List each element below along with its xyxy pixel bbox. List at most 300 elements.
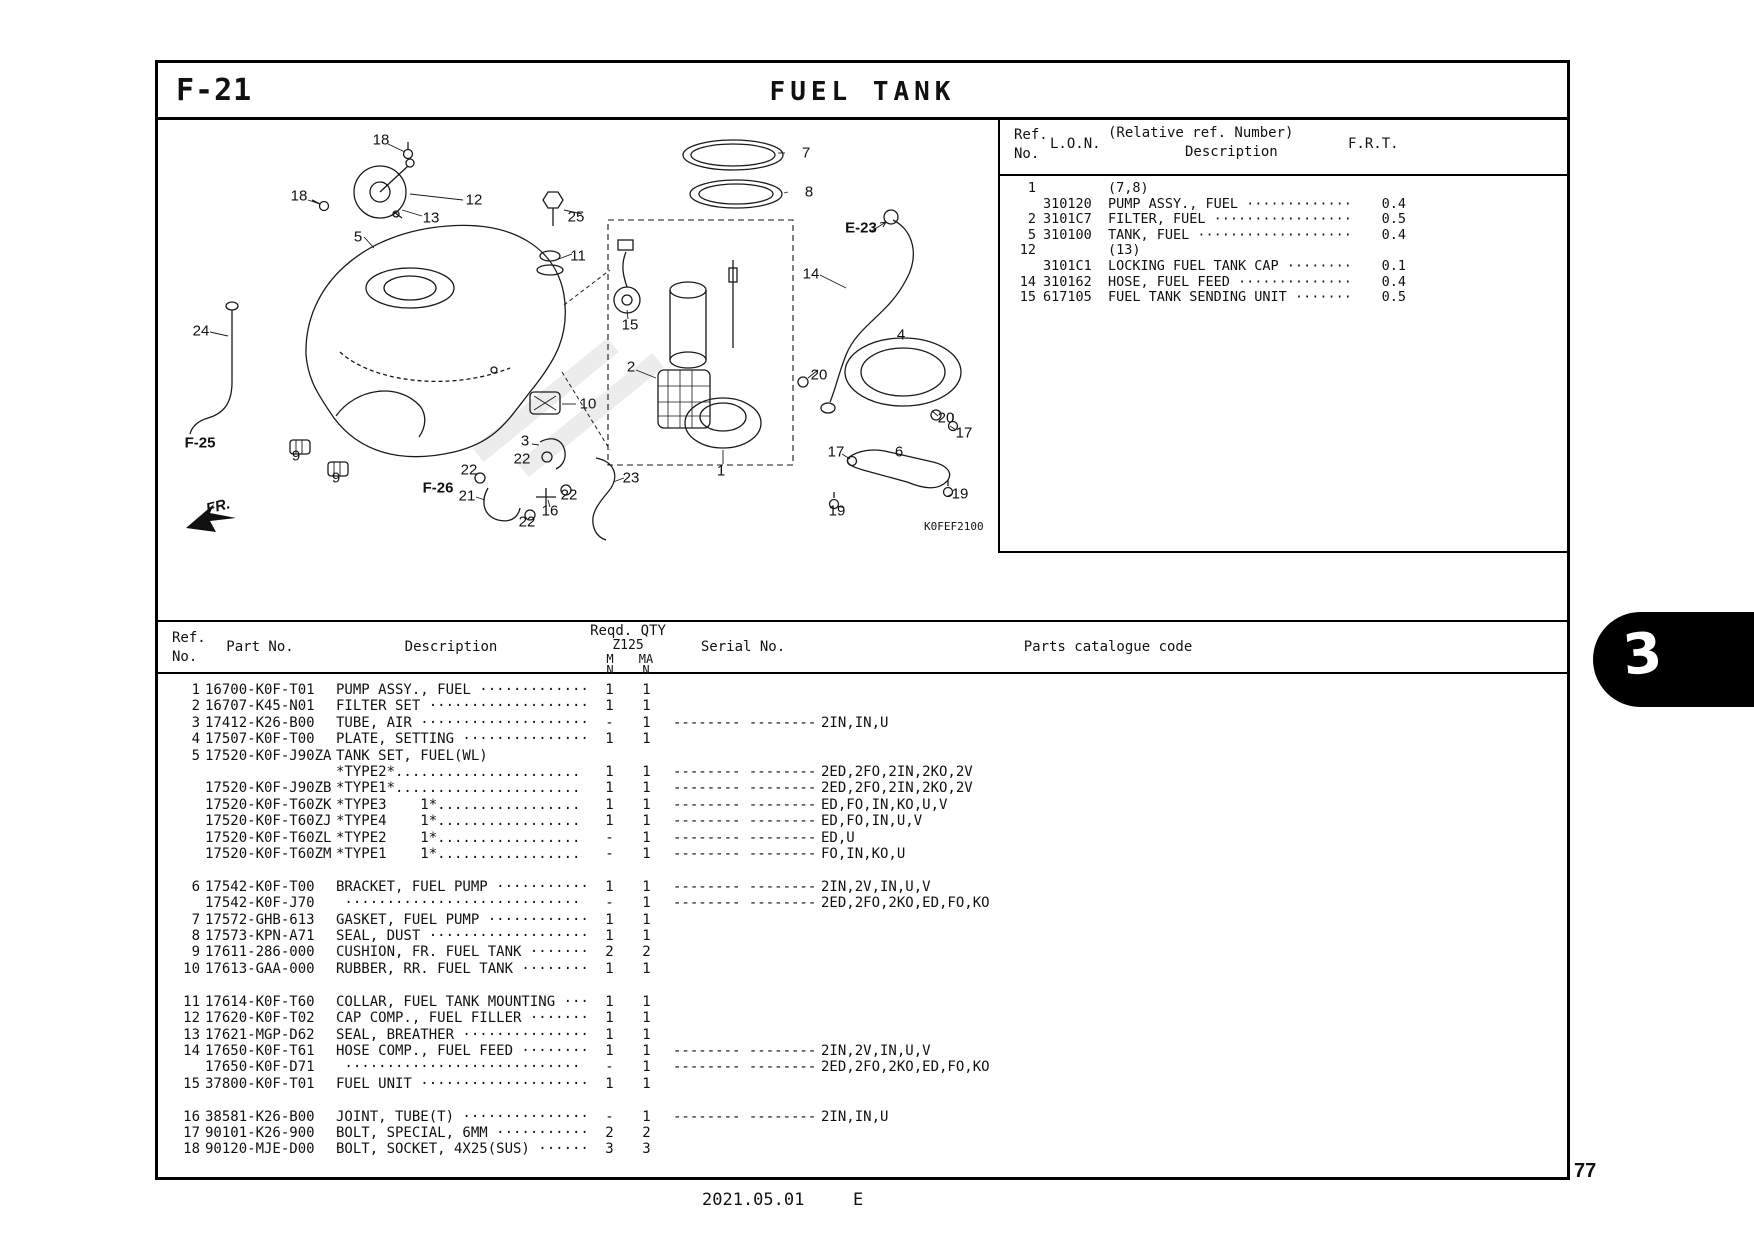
cell-qty-m: 3	[605, 1141, 614, 1158]
ref-table-row	[1000, 243, 1567, 259]
parts-table-row	[158, 1125, 1567, 1141]
cell-catalogue-codes	[821, 731, 1567, 747]
cell-ref-no: 3	[191, 714, 200, 731]
relative-ref-table-body	[1000, 176, 1567, 306]
col-model: Z125	[612, 638, 644, 653]
cell-qty-ma: 2	[642, 1124, 651, 1141]
cell-part-no: 17650-K0F-D71	[205, 1059, 315, 1076]
cell-catalogue-codes: 2ED,2FO,2KO,ED,FO,KO	[821, 895, 990, 912]
parts-table-row	[158, 961, 1567, 977]
diagram-callout: 16	[541, 502, 559, 520]
cell-ref-no: 9	[191, 944, 200, 961]
cell-serial-no: -------- --------	[673, 846, 817, 863]
cell-description: (7,8)	[1108, 180, 1149, 196]
cell-part-no: 17520-K0F-J90ZB	[205, 780, 332, 797]
col-frt: F.R.T.	[1348, 136, 1399, 152]
cell-ref-no	[158, 830, 205, 846]
cell-ref-no: 1	[1027, 180, 1036, 196]
diagram-callout: 13	[422, 209, 440, 227]
cell-description: TANK SET, FUEL(WL)	[336, 747, 488, 764]
cell-catalogue-codes	[821, 1141, 1567, 1157]
cell-lon	[1036, 243, 1102, 259]
upper-section	[158, 120, 1567, 620]
cell-catalogue-codes: 2ED,2FO,2KO,ED,FO,KO	[821, 1059, 990, 1076]
cell-qty-m: 2	[605, 1124, 614, 1141]
parts-table-body	[158, 674, 1567, 1158]
title-bar	[158, 63, 1567, 120]
cell-catalogue-codes: ED,FO,IN,U,V	[821, 813, 923, 830]
cell-serial-no: -------- --------	[673, 878, 817, 895]
col-description: Description	[404, 639, 498, 655]
page-section-code: F-21	[176, 73, 253, 108]
cell-serial-no	[673, 961, 821, 977]
cell-qty-m: -	[605, 1108, 614, 1125]
diagram-callout: F-26	[422, 479, 454, 497]
cell-qty-m: -	[605, 1059, 614, 1076]
cell-qty-ma: 1	[642, 928, 651, 945]
diagram-callout: 22	[460, 461, 478, 479]
cell-ref-no	[1000, 197, 1036, 213]
cell-catalogue-codes	[821, 1027, 1567, 1043]
diagram-callout: 19	[951, 485, 969, 503]
cell-qty-ma: 1	[642, 960, 651, 977]
cell-frt	[1354, 181, 1406, 197]
cell-catalogue-codes	[821, 682, 1567, 698]
cell-qty-m: -	[605, 895, 614, 912]
cell-serial-no	[673, 944, 821, 960]
cell-ref-no: 15	[183, 1075, 200, 1092]
diagram-callout: 23	[622, 469, 640, 487]
footer-revision: E	[853, 1190, 864, 1210]
cell-gap	[665, 944, 673, 960]
relative-ref-table	[998, 120, 1567, 553]
cell-gap	[665, 994, 673, 1010]
cell-qty-ma: 1	[642, 878, 651, 895]
cell-qty-ma: 1	[642, 813, 651, 830]
cell-gap	[665, 1141, 673, 1157]
diagram-callout: 10	[579, 395, 597, 413]
cell-gap	[665, 682, 673, 698]
cell-frt: 0.1	[1381, 257, 1406, 274]
parts-table-row	[158, 682, 1567, 698]
cell-part-no: 17542-K0F-J70	[205, 895, 315, 912]
cell-part-no: 17572-GHB-613	[205, 911, 315, 928]
cell-lon: 310120	[1043, 195, 1092, 212]
cell-lon: 617105	[1043, 289, 1092, 306]
cell-gap	[665, 912, 673, 928]
cell-ref-no: 4	[191, 731, 200, 748]
diagram-callout: 4	[896, 326, 906, 344]
cell-description: *TYPE1 1*.................	[336, 846, 581, 863]
parts-table-row	[158, 715, 1567, 731]
cell-gap	[665, 830, 673, 846]
cell-qty-ma	[628, 748, 665, 764]
cell-frt	[1354, 243, 1406, 259]
cell-part-no: 17620-K0F-T02	[205, 1010, 315, 1027]
cell-description: CAP COMP., FUEL FILLER ·······	[336, 1010, 589, 1027]
cell-qty-m: 1	[605, 698, 614, 715]
cell-description: CUSHION, FR. FUEL TANK ·······	[336, 944, 589, 961]
parts-table-row	[158, 1059, 1567, 1075]
diagram-callout: 18	[290, 187, 308, 205]
cell-serial-no: -------- --------	[673, 813, 817, 830]
cell-gap	[665, 764, 673, 780]
col-parts-catalogue-code: Parts catalogue code	[1023, 639, 1193, 655]
cell-catalogue-codes	[821, 698, 1567, 714]
cell-qty-m: 1	[605, 993, 614, 1010]
cell-description: PUMP ASSY., FUEL ·············	[336, 682, 589, 698]
cell-qty-m: 1	[605, 1042, 614, 1059]
cell-description: BRACKET, FUEL PUMP ···········	[336, 878, 589, 895]
ref-table-row	[1000, 181, 1567, 197]
cell-qty-ma: 1	[642, 895, 651, 912]
cell-gap	[665, 879, 673, 895]
diagram-callout: 14	[802, 265, 820, 283]
relative-ref-table-header	[1000, 120, 1567, 176]
cell-serial-no	[673, 1027, 821, 1043]
cell-serial-no	[673, 994, 821, 1010]
cell-ref-no	[158, 764, 205, 780]
parts-table-row	[158, 895, 1567, 911]
cell-lon: 310100	[1043, 226, 1092, 243]
diagram-callout: 24	[192, 322, 210, 340]
parts-table-row	[158, 1141, 1567, 1157]
chapter-tab	[1593, 612, 1754, 707]
ref-table-row	[1000, 290, 1567, 306]
cell-qty-ma: 1	[642, 764, 651, 781]
table-spacer-row	[158, 862, 1567, 878]
cell-serial-no	[673, 1125, 821, 1141]
parts-table-row	[158, 830, 1567, 846]
cell-ref-no: 12	[1019, 242, 1036, 259]
diagram-callout: 22	[518, 513, 536, 531]
diagram-callout: 17	[955, 424, 973, 442]
cell-description: SEAL, BREATHER ···············	[336, 1026, 589, 1043]
cell-serial-no	[673, 912, 821, 928]
col-serial-no: Serial No.	[700, 639, 786, 655]
cell-qty-m: 1	[605, 731, 614, 748]
cell-description: PLATE, SETTING ···············	[336, 731, 589, 748]
cell-qty-m: 1	[605, 1026, 614, 1043]
cell-part-no: 17412-K26-B00	[205, 714, 315, 731]
cell-description: COLLAR, FUEL TANK MOUNTING ···	[336, 993, 589, 1010]
cell-gap	[665, 846, 673, 862]
cell-gap	[665, 1076, 673, 1092]
cell-qty-m: 1	[605, 960, 614, 977]
cell-ref-no: 1	[191, 682, 200, 698]
cell-serial-no: -------- --------	[673, 1059, 817, 1076]
col-reqd-qty: Reqd. QTY	[590, 623, 666, 639]
cell-ref-no: 14	[1019, 273, 1036, 290]
cell-gap	[665, 1109, 673, 1125]
cell-ref-no	[158, 797, 205, 813]
cell-ref-no: 2	[191, 698, 200, 715]
cell-catalogue-codes	[821, 912, 1567, 928]
cell-description: FUEL UNIT ····················	[336, 1075, 589, 1092]
cell-description: LOCKING FUEL TANK CAP ········	[1108, 257, 1352, 274]
cell-part-no: 17613-GAA-000	[205, 960, 315, 977]
cell-ref-no: 5	[1027, 226, 1036, 243]
diagram-callout: 17	[827, 443, 845, 461]
diagram-artwork	[158, 120, 998, 620]
parts-table-row	[158, 994, 1567, 1010]
cell-description: PUMP ASSY., FUEL ·············	[1108, 195, 1352, 212]
cell-gap	[665, 928, 673, 944]
cell-qty-m: -	[605, 846, 614, 863]
cell-lon: 3101C7	[1043, 211, 1092, 228]
cell-qty-ma: 1	[642, 993, 651, 1010]
diagram-callout: 6	[894, 443, 904, 461]
diagram-callout: 25	[567, 208, 585, 226]
cell-qty-ma: 1	[642, 911, 651, 928]
cell-ref-no: 5	[191, 747, 200, 764]
cell-gap	[665, 961, 673, 977]
cell-serial-no	[673, 731, 821, 747]
cell-qty-ma: 1	[642, 780, 651, 797]
cell-catalogue-codes	[821, 1076, 1567, 1092]
cell-catalogue-codes: 2ED,2FO,2IN,2KO,2V	[821, 780, 973, 797]
parts-table-row	[158, 879, 1567, 895]
cell-qty-ma: 1	[642, 1010, 651, 1027]
cell-qty-ma: 1	[642, 731, 651, 748]
cell-catalogue-codes: 2IN,IN,U	[821, 714, 889, 731]
cell-gap	[665, 715, 673, 731]
cell-serial-no: -------- --------	[673, 714, 817, 731]
cell-qty-m: 1	[605, 682, 614, 698]
cell-catalogue-codes	[821, 748, 1567, 764]
cell-qty-m: 1	[605, 928, 614, 945]
cell-qty-m: 1	[605, 780, 614, 797]
parts-table-row	[158, 1043, 1567, 1059]
diagram-callout: 22	[513, 450, 531, 468]
parts-table-row	[158, 698, 1567, 714]
cell-ref-no: 12	[183, 1010, 200, 1027]
cell-serial-no: -------- --------	[673, 895, 817, 912]
parts-table-row	[158, 912, 1567, 928]
parts-table-row	[158, 731, 1567, 747]
cell-gap	[665, 780, 673, 796]
cell-serial-no	[673, 698, 821, 714]
parts-table-row	[158, 928, 1567, 944]
cell-description: FUEL TANK SENDING UNIT ·······	[1108, 289, 1352, 306]
ref-table-row	[1000, 212, 1567, 228]
cell-ref-no	[1000, 259, 1036, 275]
parts-table-row	[158, 813, 1567, 829]
col-ref-2: No.	[172, 649, 198, 665]
cell-qty-ma: 1	[642, 829, 651, 846]
parts-table-row	[158, 1076, 1567, 1092]
cell-gap	[665, 797, 673, 813]
content-frame	[155, 60, 1570, 1180]
cell-frt: 0.5	[1381, 211, 1406, 228]
cell-description: GASKET, FUEL PUMP ············	[336, 911, 589, 928]
cell-ref-no: 8	[191, 928, 200, 945]
cell-frt: 0.5	[1381, 289, 1406, 306]
cell-qty-ma: 1	[642, 846, 651, 863]
cell-part-no: 17520-K0F-T60ZK	[205, 796, 332, 813]
cell-gap	[665, 1059, 673, 1075]
cell-ref-no: 16	[183, 1108, 200, 1125]
cell-catalogue-codes	[821, 944, 1567, 960]
cell-qty-m: 2	[605, 944, 614, 961]
cell-gap	[665, 748, 673, 764]
cell-qty-ma: 1	[642, 796, 651, 813]
exploded-parts-diagram	[158, 120, 998, 620]
cell-gap	[665, 1027, 673, 1043]
cell-part-no: 17542-K0F-T00	[205, 878, 315, 895]
diagram-callout: 12	[465, 191, 483, 209]
cell-part-no: 17573-KPN-A71	[205, 928, 315, 945]
cell-description: *TYPE3 1*.................	[336, 796, 581, 813]
diagram-callout: 5	[353, 228, 363, 246]
diagram-callout: 21	[458, 487, 476, 505]
cell-qty-m: 1	[605, 878, 614, 895]
parts-table-row	[158, 944, 1567, 960]
parts-table-row	[158, 1109, 1567, 1125]
page-footer	[0, 1190, 1754, 1220]
diagram-callout: F-25	[184, 434, 216, 452]
fr-direction-label: FR.	[204, 495, 232, 518]
cell-catalogue-codes: ED,FO,IN,KO,U,V	[821, 796, 948, 813]
cell-catalogue-codes	[821, 961, 1567, 977]
cell-ref-no: 15	[1019, 289, 1036, 306]
cell-catalogue-codes: FO,IN,KO,U	[821, 846, 906, 863]
cell-gap	[665, 1043, 673, 1059]
cell-gap	[665, 895, 673, 911]
cell-ref-no	[158, 1059, 205, 1075]
col-n2: N	[642, 663, 650, 677]
cell-description: BOLT, SOCKET, 4X25(SUS) ······	[336, 1141, 589, 1158]
cell-part-no: 37800-K0F-T01	[205, 1075, 315, 1092]
cell-catalogue-codes: 2IN,IN,U	[821, 1108, 889, 1125]
parts-table-row	[158, 797, 1567, 813]
cell-part-no: 38581-K26-B00	[205, 1108, 315, 1125]
cell-ref-no: 6	[191, 878, 200, 895]
cell-description: *TYPE4 1*.................	[336, 813, 581, 830]
cell-description: HOSE COMP., FUEL FEED ········	[336, 1042, 589, 1059]
diagram-callout: 9	[291, 447, 301, 465]
cell-qty-ma: 1	[642, 1026, 651, 1043]
cell-part-no: 17614-K0F-T60	[205, 993, 315, 1010]
cell-serial-no: -------- --------	[673, 1042, 817, 1059]
page-number: 77	[1574, 1160, 1597, 1182]
cell-qty-m: 1	[605, 911, 614, 928]
cell-lon: 3101C1	[1043, 257, 1092, 274]
cell-description: FILTER, FUEL ·················	[1108, 211, 1352, 228]
diagram-callout: 2	[626, 358, 636, 376]
cell-part-no: 17621-MGP-D62	[205, 1026, 315, 1043]
col-n1: N	[606, 663, 614, 677]
page-title: FUEL TANK	[769, 77, 956, 107]
cell-qty-m: -	[605, 829, 614, 846]
cell-catalogue-codes: 2IN,2V,IN,U,V	[821, 1042, 931, 1059]
diagram-callout: 15	[621, 316, 639, 334]
cell-qty-m: 1	[605, 764, 614, 781]
col-m: M	[606, 652, 614, 666]
parts-table-row	[158, 846, 1567, 862]
diagram-callout: 7	[801, 144, 811, 162]
parts-table-row	[158, 1010, 1567, 1026]
cell-description: *TYPE1*......................	[336, 780, 581, 797]
col-description: Description	[1185, 144, 1278, 160]
col-lon: L.O.N.	[1050, 136, 1101, 152]
cell-ref-no: 10	[183, 960, 200, 977]
cell-lon	[1036, 181, 1102, 197]
cell-description: TANK, FUEL ···················	[1108, 226, 1352, 243]
cell-part-no: 17520-K0F-T60ZL	[205, 829, 332, 846]
cell-part-no: 16707-K45-N01	[205, 698, 315, 715]
cell-part-no: 17507-K0F-T00	[205, 731, 315, 748]
cell-qty-ma: 2	[642, 944, 651, 961]
cell-ref-no: 11	[183, 993, 200, 1010]
cell-gap	[665, 813, 673, 829]
cell-part-no: 17520-K0F-J90ZA	[205, 747, 332, 764]
cell-qty-m: 1	[605, 1010, 614, 1027]
cell-serial-no: -------- --------	[673, 1108, 817, 1125]
cell-description: TUBE, AIR ····················	[336, 714, 589, 731]
cell-serial-no: -------- --------	[673, 780, 817, 797]
cell-ref-no	[158, 813, 205, 829]
cell-part-no: 16700-K0F-T01	[205, 682, 315, 698]
diagram-callout: 1	[716, 462, 726, 480]
cell-gap	[665, 1010, 673, 1026]
cell-ref-no: 7	[191, 911, 200, 928]
diagram-callout: 8	[804, 183, 814, 201]
diagram-callout: 20	[810, 366, 828, 384]
chapter-tab-number: 3	[1620, 620, 1665, 689]
parts-table-header	[158, 620, 1567, 677]
footer-date: 2021.05.01	[702, 1190, 805, 1210]
cell-ref-no: 2	[1027, 211, 1036, 228]
cell-description: *TYPE2 1*.................	[336, 829, 581, 846]
cell-catalogue-codes: ED,U	[821, 829, 855, 846]
cell-description: RUBBER, RR. FUEL TANK ········	[336, 960, 589, 977]
parts-table-row	[158, 748, 1567, 764]
cell-qty-m	[591, 748, 628, 764]
col-ref: Ref.	[1014, 127, 1048, 143]
cell-qty-ma: 1	[642, 682, 651, 698]
cell-ref-no: 13	[183, 1026, 200, 1043]
ref-table-row	[1000, 197, 1567, 213]
cell-serial-no	[673, 1141, 821, 1157]
cell-catalogue-codes: 2IN,2V,IN,U,V	[821, 878, 931, 895]
parts-table-row	[158, 1027, 1567, 1043]
diagram-callout: 3	[520, 432, 530, 450]
cell-part-no: 90101-K26-900	[205, 1124, 315, 1141]
cell-frt: 0.4	[1381, 273, 1406, 290]
cell-qty-ma: 1	[642, 714, 651, 731]
cell-description: *TYPE2*......................	[336, 764, 581, 781]
cell-serial-no	[673, 1010, 821, 1026]
parts-table-row	[158, 780, 1567, 796]
cell-part-no: 17520-K0F-T60ZM	[205, 846, 332, 863]
cell-part-no	[205, 764, 336, 780]
cell-qty-m: 1	[605, 1075, 614, 1092]
ref-table-row	[1000, 275, 1567, 291]
parts-table-row	[158, 764, 1567, 780]
cell-description: SEAL, DUST ···················	[336, 928, 589, 945]
col-ref-2: No.	[1014, 146, 1040, 162]
cell-serial-no	[673, 1076, 821, 1092]
table-spacer-row	[158, 977, 1567, 993]
cell-serial-no: -------- --------	[673, 796, 817, 813]
diagram-callout: 20	[937, 409, 955, 427]
cell-frt: 0.4	[1381, 226, 1406, 243]
cell-description: FILTER SET ···················	[336, 698, 589, 715]
ref-table-row	[1000, 228, 1567, 244]
cell-qty-ma: 1	[642, 1042, 651, 1059]
cell-ref-no	[158, 895, 205, 911]
